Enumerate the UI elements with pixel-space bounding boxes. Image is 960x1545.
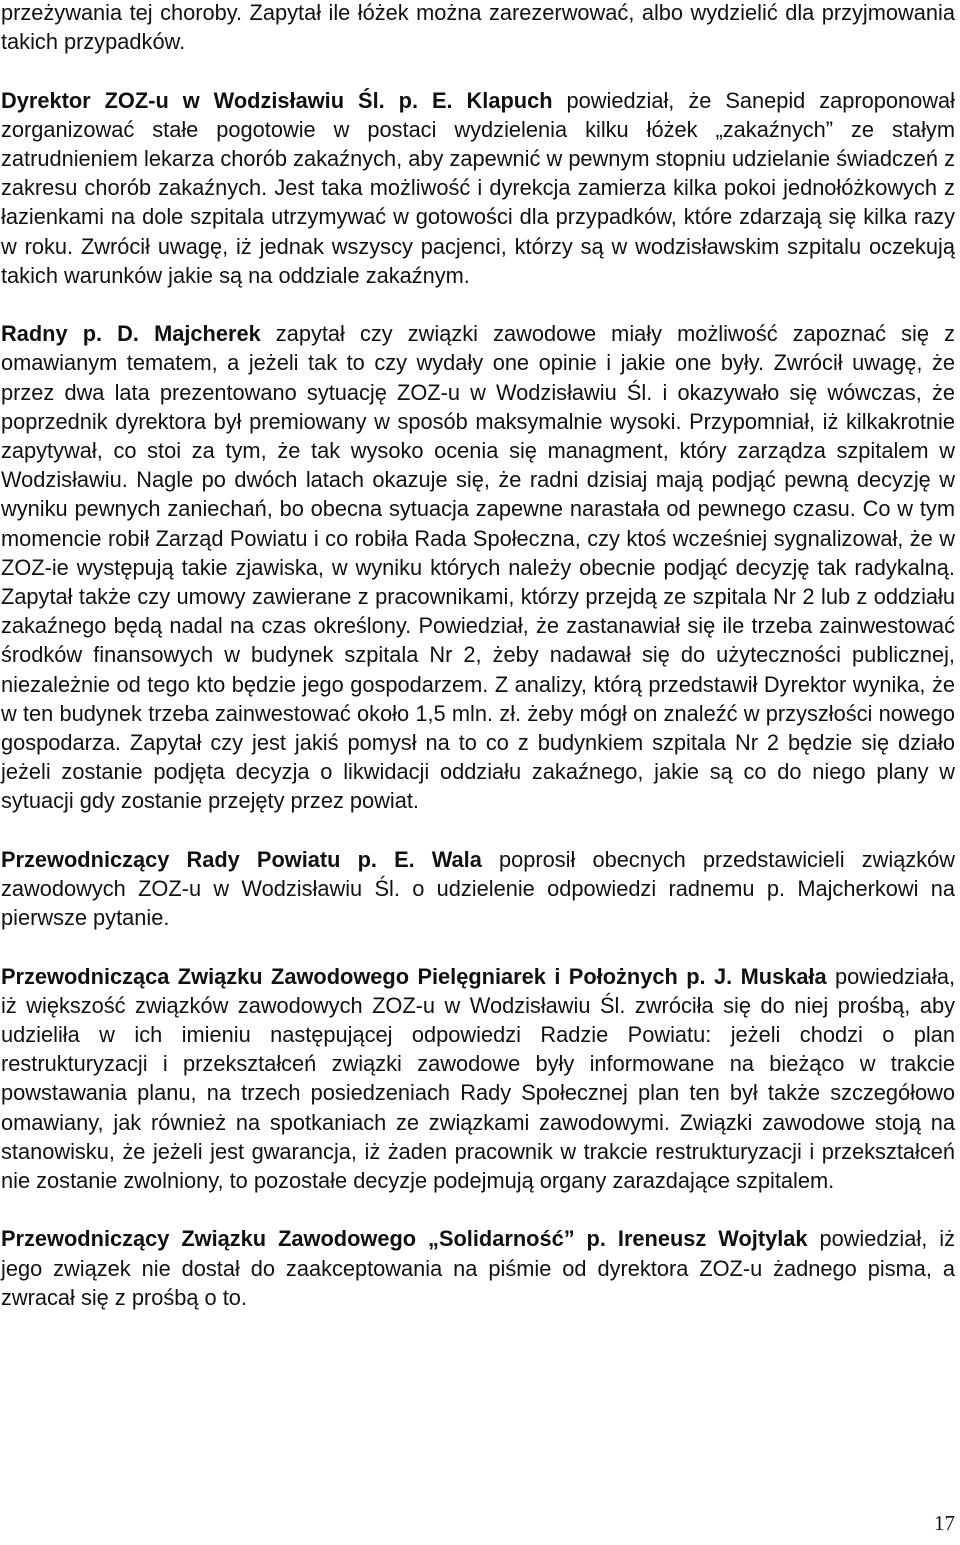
paragraph-text: poprosił obecnych przedstawicieli związków zawodowych ZOZ-u w Wodzisławiu Śl. o udzielenie odpowiedzi radnemu p. Majcherkowi na pierwsze pytanie. — [1, 846, 955, 931]
paragraph-klapuch — [1, 86, 955, 290]
paragraph-muskala — [1, 962, 955, 1196]
document-body — [1, 0, 955, 1312]
paragraph-text: powiedział, że Sanepid zaproponował zorganizować stałe pogotowie w postaci wydzielenia kilku łóżek „zakaźnych” ze stałym zatrudnieniem lekarza chorób zakaźnych, aby zapewnić w pewnym stopniu udzielanie świadczeń z zakresu chorób zakaźnych. Jest taka możliwość i dyrekcja zamierza kilka pokoi jednołóżkowych z łazienkami na dole szpitala utrzymywać w gotowości dla przypadków, które zdarzają się kilka razy w roku. Zwrócił uwagę, iż jednak wszyscy pacjenci, którzy są w wodzisławskim szpitalu oczekują takich warunków jakie są na oddziale zakaźnym. — [1, 87, 955, 288]
speaker-name: Radny p. D. Majcherek — [1, 321, 261, 347]
paragraph-text: powiedział, iż jego związek nie dostał do zaakceptowania na piśmie od dyrektora ZOZ-u żadnego pisma, a zwracał się z prośbą o to. — [1, 1226, 955, 1310]
speaker-name: Dyrektor ZOZ-u w Wodzisławiu Śl. p. E. Klapuch — [1, 87, 553, 113]
paragraph-text: powiedziała, iż większość związków zawodowych ZOZ-u w Wodzisławiu Śl. zwróciła się do niej prośbą, aby udzieliła w ich imieniu następującej odpowiedzi Radzie Powiatu: jeżeli chodzi o plan restrukturyzacji i przekształceń związki zawodowe były informowane na bieżąco w trakcie powstawania planu, na trzech posiedzeniach Rady Społecznej plan ten był także szczegółowo omawiany, jak również na spotkaniach ze związkami zawodowymi. Związki zawodowe stoją na stanowisku, że jeżeli jest gwarancja, iż żaden pracownik w trakcie restrukturyzacji i przekształceń nie zostanie zwolniony, to pozostałe decyzje podejmują organy zarazdające szpitalem. — [1, 963, 956, 1194]
paragraph-text: zapytał czy związki zawodowe miały możliwość zapoznać się z omawianym tematem, a jeżeli tak to czy wydały one opinie i jakie one były. Zwrócił uwagę, że przez dwa lata prezentowano sytuację ZOZ-u w Wodzisławiu Śl. i okazywało się wówczas, że poprzednik dyrektora był premiowany w sposób maksymalnie wysoki. Przypomniał, iż kilkakrotnie zapytywał, co stoi za tym, że tak wysoko ocenia się managment, który zarządza szpitalem w Wodzisławiu. Nagle po dwóch latach okazuje się, że radni dzisiaj mają podjąć pewną decyzję w wyniku pewnych zaniechań, bo obecna sytuacja zapewne narastała od pewnego czasu. Co w tym momencie robił Zarząd Powiatu i co robiła Rada Społeczna, czy ktoś wcześniej sygnalizował, że w ZOZ-ie występują takie zjawiska, w wyniku których należy obecnie podjąć decyzję tak radykalną. Zapytał także czy umowy zawierane z pracownikami, którzy przejdą ze szpitala Nr 2 lub z oddziału zakaźnego będą nadal na czas określony. Powiedział, że zastanawiał się ile trzeba zainwestować środków finansowych w budynek szpitala Nr 2, żeby nadawał się do użyteczności publicznej, niezależnie od tego kto będzie jego gospodarzem. Z analizy, którą przedstawił Dyrektor wynika, że w ten budynek trzeba zainwestować około 1,5 mln. zł. żeby mógł on znaleźć w przyszłości nowego gospodarza. Zapytał czy jest jakiś pomysł na to co z budynkiem szpitala Nr 2 będzie się działo jeżeli zostanie podjęta decyzja o likwidacji oddziału zakaźnego, jakie są co do niego plany w sytuacji gdy zostanie przejęty przez powiat. — [1, 321, 956, 814]
paragraph-wojtylak — [1, 1224, 955, 1312]
paragraph-majcherek — [1, 319, 955, 815]
speaker-name: Przewodniczący Rady Powiatu p. E. Wala — [1, 846, 482, 872]
paragraph-continuation — [1, 0, 955, 56]
speaker-name: Przewodniczący Związku Zawodowego „Solidarność” p. Ireneusz Wojtylak — [1, 1226, 808, 1252]
page-number: 17 — [934, 1511, 955, 1535]
paragraph-text: przeżywania tej choroby. Zapytał ile łóżek można zarezerwować, albo wydzielić dla przyjmowania takich przypadków. — [1, 0, 955, 55]
paragraph-wala — [1, 845, 955, 933]
speaker-name: Przewodnicząca Związku Zawodowego Pielęgniarek i Położnych p. J. Muskała — [1, 963, 827, 989]
